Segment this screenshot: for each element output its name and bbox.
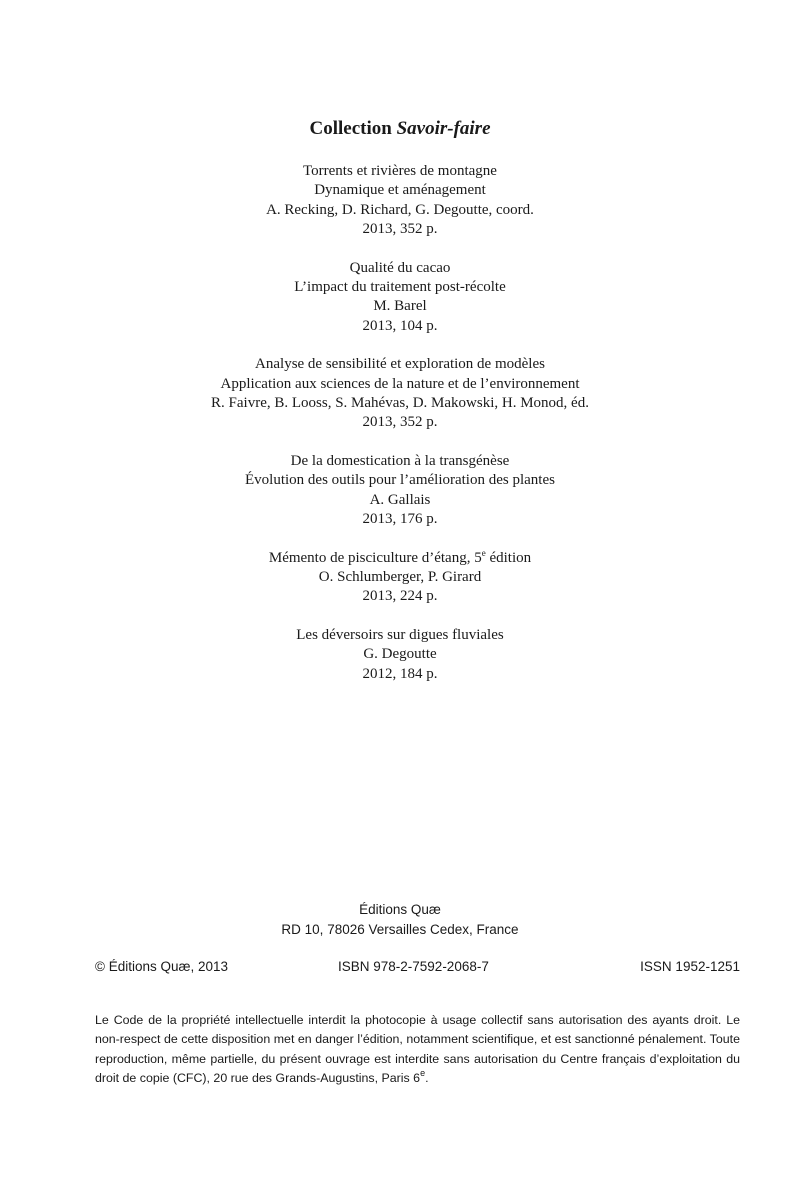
book-info: 2013, 352 p. [362, 414, 438, 431]
book-entry [0, 355, 800, 433]
book-title: Les déversoirs sur digues fluviales [296, 626, 504, 643]
book-title-superscript: e [481, 547, 486, 558]
book-authors: M. Barel [373, 298, 427, 315]
book-title: Analyse de sensibilité et exploration de modèles [255, 356, 545, 373]
copyright-notice: © Éditions Quæ, 2013 [95, 959, 229, 974]
book-authors: O. Schlumberger, P. Girard [318, 568, 482, 585]
book-authors: R. Faivre, B. Looss, S. Mahévas, D. Makowski, H. Monod, éd. [211, 395, 589, 412]
collection-series-name: Savoir-faire [396, 118, 491, 139]
book-entry [0, 549, 800, 607]
book-info: 2013, 224 p. [362, 588, 438, 605]
legal-notice-end: . [425, 1070, 429, 1085]
publisher-address: RD 10, 78026 Versailles Cedex, France [281, 922, 519, 937]
book-title [0, 549, 800, 568]
book-entry [0, 452, 800, 530]
book-entry [0, 259, 800, 337]
book-title: De la domestication à la transgénèse [290, 452, 510, 469]
book-info: 2013, 352 p. [362, 221, 438, 238]
book-authors: A. Gallais [369, 491, 431, 508]
legal-notice-text: Le Code de la propriété intellectuelle interdit la photocopie à usage collectif sans autorisation des ayants droit. Le non-respect de cette disposition met en danger l’édition, notamment scientifique, et est sanctionné pénalement. Toute reproduction, même partielle, du présent ouvrage est interdite sans autorisation du Centre français d’exploitation du droit de copie (CFC), 20 rue des Grands-Augustins, Paris 6 [95, 1013, 740, 1085]
book-subtitle: Évolution des outils pour l’amélioration des plantes [245, 472, 555, 489]
book-title: Torrents et rivières de montagne [303, 163, 497, 179]
book-list [0, 162, 800, 703]
identifiers-row [95, 957, 740, 977]
publisher-block [0, 900, 800, 940]
book-title-main: Mémento de pisciculture d’étang, 5 [268, 549, 482, 566]
legal-notice-superscript: e [420, 1067, 426, 1078]
isbn-number: ISBN 978-2-7592-2068-7 [338, 959, 489, 974]
book-authors: G. Degoutte [363, 646, 437, 663]
book-entry [0, 626, 800, 684]
book-info: 2012, 184 p. [362, 665, 438, 682]
collection-label: Collection [309, 118, 397, 139]
book-subtitle: Application aux sciences de la nature et de l’environnement [220, 375, 580, 392]
book-entry [0, 162, 800, 240]
publisher-name: Éditions Quæ [359, 902, 441, 917]
book-title-suffix: édition [485, 549, 532, 566]
book-subtitle: Dynamique et aménagement [314, 182, 486, 199]
book-title: Qualité du cacao [349, 259, 451, 276]
collection-heading [0, 118, 800, 140]
book-info: 2013, 176 p. [362, 511, 438, 528]
book-info: 2013, 104 p. [362, 317, 438, 334]
legal-notice [95, 1011, 740, 1088]
issn-number: ISSN 1952-1251 [640, 959, 740, 974]
book-subtitle: L’impact du traitement post-récolte [294, 279, 506, 296]
book-authors: A. Recking, D. Richard, G. Degoutte, coord. [266, 201, 534, 218]
